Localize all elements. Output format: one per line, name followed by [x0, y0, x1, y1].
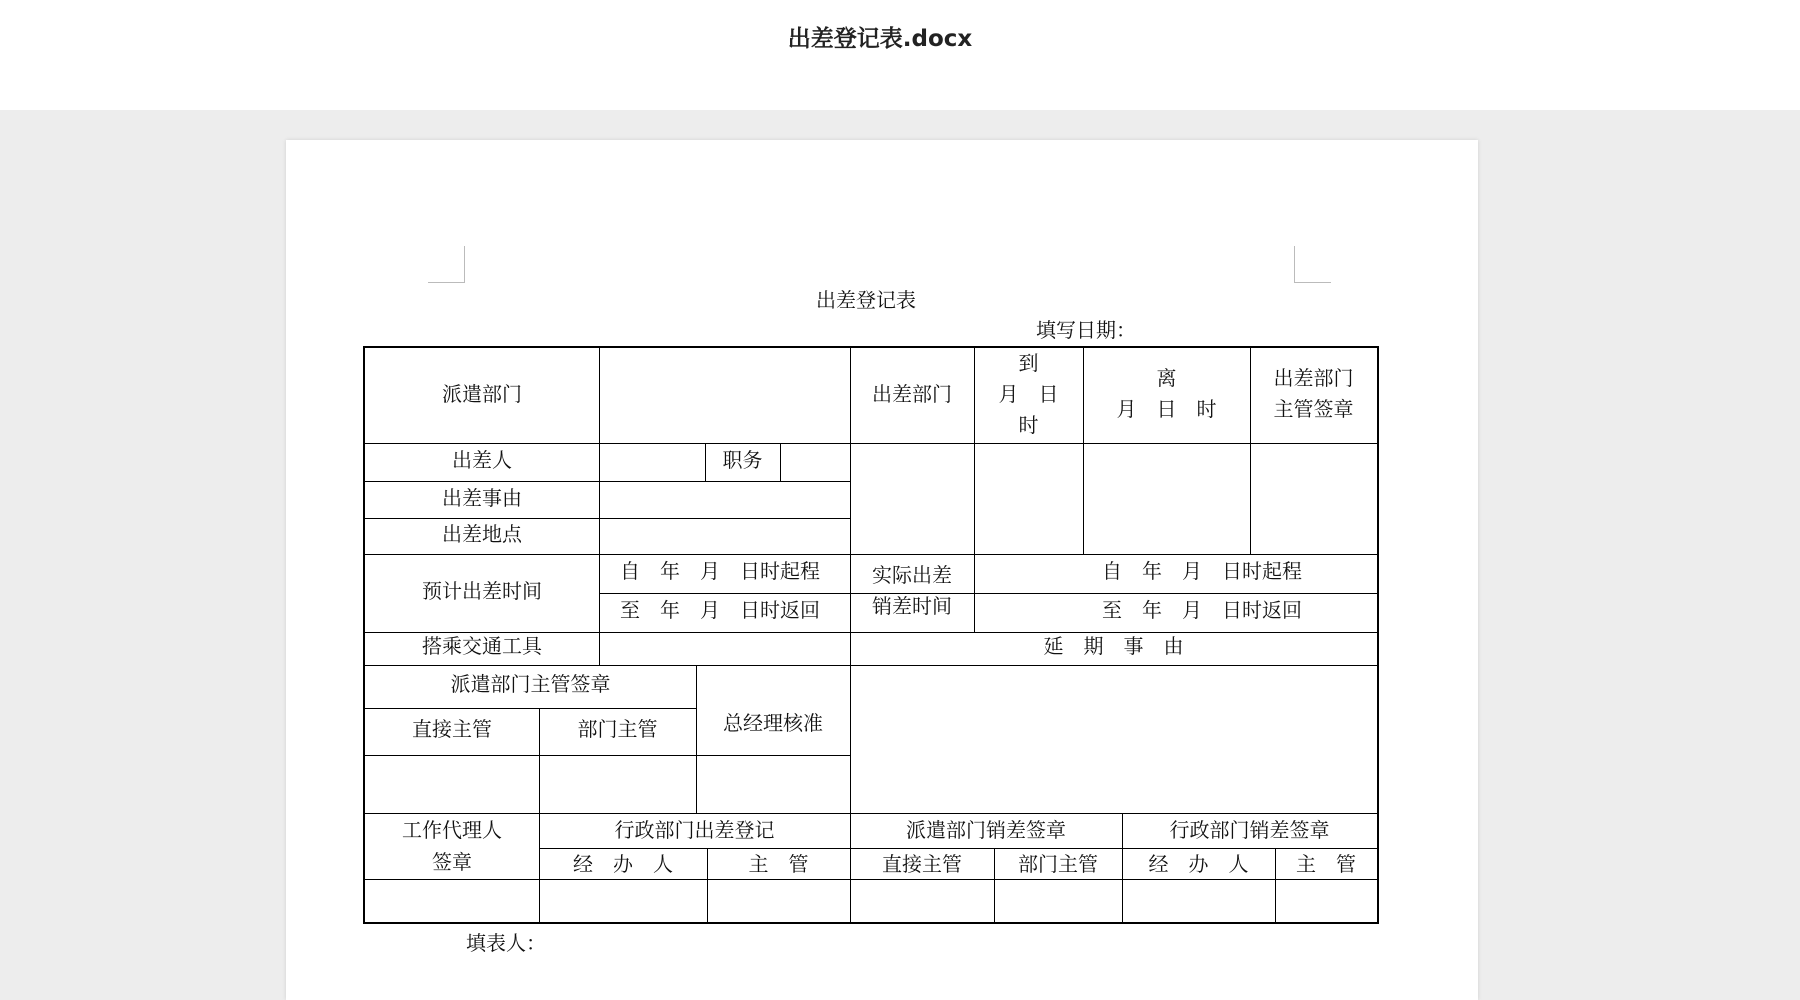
col-line	[599, 348, 600, 665]
actual-to-row: 至 年 月 日时返回	[1102, 598, 1302, 622]
location-label: 出差地点	[442, 522, 522, 546]
col-line	[696, 665, 697, 813]
trip-dept-sign-label-1: 出差部门	[1273, 366, 1354, 390]
admin-supervisor-label: 主 管	[748, 852, 809, 876]
close-supervisor-label: 主 管	[1296, 852, 1356, 876]
admin-close-sign-label: 行政部门销差签章	[1169, 818, 1330, 842]
planned-to-row: 至 年 月 日时返回	[620, 598, 820, 622]
trip-dept-sign-label-2: 主管签章	[1273, 397, 1354, 421]
fill-date-label: 填写日期：	[1036, 318, 1136, 342]
position-label: 职务	[722, 448, 763, 472]
row-line	[365, 665, 1377, 666]
trip-dept-label: 出差部门	[872, 382, 952, 406]
row-line	[365, 708, 696, 709]
gm-approve-label: 总经理核准	[723, 711, 823, 735]
margin-mark-top-left	[428, 246, 465, 283]
fill-by-label: 填表人：	[466, 931, 546, 955]
travel-registration-form	[363, 346, 1379, 924]
row-line	[599, 593, 1377, 594]
planned-from-row: 自 年 月 日时起程	[620, 559, 820, 583]
direct-supervisor-label: 直接主管	[412, 717, 492, 741]
agent-sign-label-1: 工作代理人	[402, 818, 502, 842]
actual-from-row: 自 年 月 日时起程	[1102, 559, 1302, 583]
arrive-label-3: 时	[1018, 413, 1039, 437]
row-line	[365, 879, 1377, 880]
row-line	[365, 554, 1377, 555]
dispatch-sign-label: 派遣部门主管签章	[450, 672, 611, 696]
title-bar	[0, 0, 1800, 110]
transport-label: 搭乘交通工具	[422, 634, 542, 658]
dept-supervisor-label: 部门主管	[577, 717, 658, 741]
actual-time-label-2: 销差时间	[872, 594, 952, 618]
row-line	[539, 848, 1377, 849]
file-name: 出差登记表.docx	[787, 26, 973, 52]
agent-sign-label-2: 签章	[432, 850, 472, 874]
close-direct-supervisor-label: 直接主管	[882, 852, 962, 876]
admin-handler-label: 经 办 人	[573, 852, 673, 876]
document-title: 出差登记表	[816, 288, 916, 312]
traveler-label: 出差人	[452, 448, 512, 472]
leave-label-2: 月 日 时	[1116, 397, 1217, 421]
arrive-label-1: 到	[1018, 351, 1039, 375]
col-line	[780, 443, 781, 481]
close-dept-supervisor-label: 部门主管	[1018, 852, 1098, 876]
arrive-label-2: 月 日	[998, 382, 1059, 406]
dispatch-dept-label: 派遣部门	[442, 382, 522, 406]
row-line	[365, 443, 1377, 444]
leave-label-1: 离	[1156, 366, 1177, 390]
row-line	[365, 813, 1377, 814]
delay-reason-label: 延 期 事 由	[1043, 634, 1184, 658]
dispatch-close-sign-label: 派遣部门销差签章	[906, 818, 1066, 842]
document-page	[286, 140, 1478, 1000]
close-handler-label: 经 办 人	[1148, 852, 1249, 876]
planned-time-label: 预计出差时间	[422, 579, 542, 603]
actual-time-label-1: 实际出差	[872, 563, 952, 587]
reason-label: 出差事由	[442, 486, 522, 510]
row-line	[365, 518, 850, 519]
admin-register-label: 行政部门出差登记	[614, 818, 775, 842]
row-line	[365, 755, 850, 756]
margin-mark-top-right	[1294, 246, 1331, 283]
row-line	[365, 481, 850, 482]
